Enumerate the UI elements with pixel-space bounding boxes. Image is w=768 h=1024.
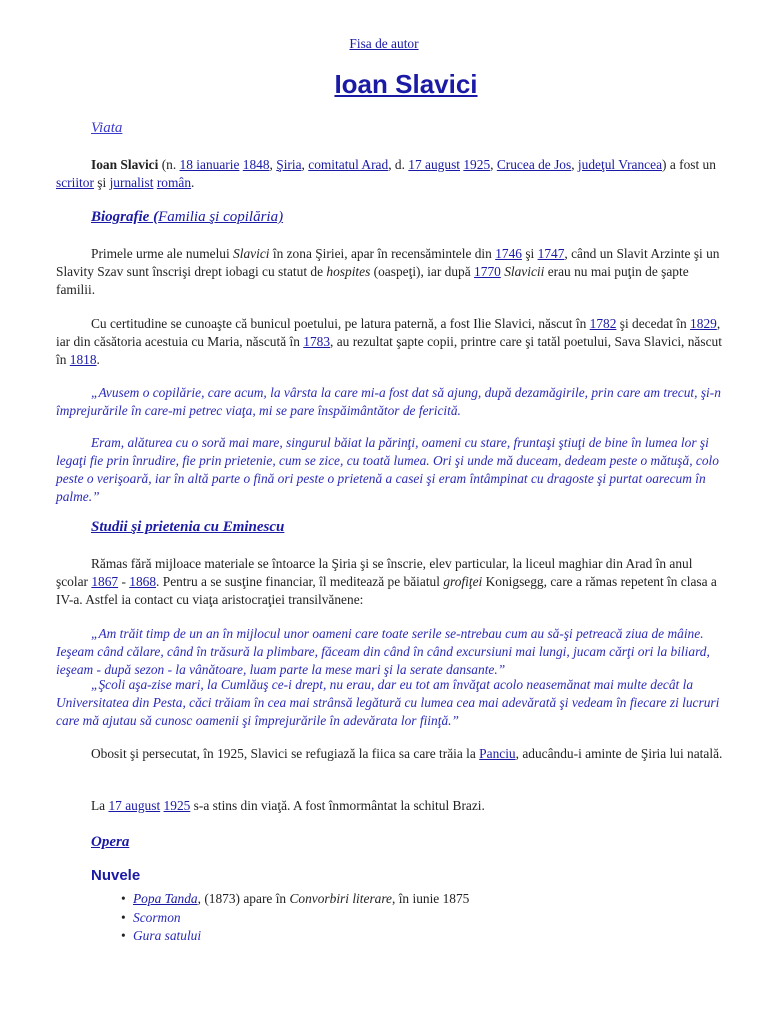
year-link[interactable]: 1746 bbox=[495, 246, 522, 261]
text: . bbox=[96, 352, 100, 367]
author-sheet-link[interactable]: Fisa de autor bbox=[349, 36, 419, 51]
birth-day-link[interactable]: 18 ianuarie bbox=[179, 157, 240, 172]
text: , în iunie 1875 bbox=[392, 891, 470, 906]
year-link[interactable]: 1770 bbox=[474, 264, 501, 279]
page-title: Ioan Slavici bbox=[334, 69, 478, 99]
nuvela-title: Gura satului bbox=[133, 928, 202, 943]
author-name: Ioan Slavici bbox=[91, 157, 159, 172]
death-year-link[interactable]: 1925 bbox=[463, 157, 491, 172]
text: , d. bbox=[388, 157, 409, 172]
list-item bbox=[133, 909, 469, 928]
quote-aristocracy: „Am trăit timp de un an în mijlocul unor oameni care toate serile se-ntrebau cum au să-şi petreacă ziua de mâine. Ieşeam când călare, când în trăsură la plimbare, făceam din când în când excursiuni mai lungi, jucam cărţi ori la biliard, ieşeam - după sezon - la vânătoare, luam parte la mese mari şi la serate dansante.” bbox=[56, 626, 710, 677]
quote-schools: „Şcoli aşa-zise mari, la Cumlăuş ce-i drept, nu erau, dar eu tot am învăţat acolo neasemănat mai multe decât la Universitatea din Pesta, căci trăiam în cea mai strânsă legătură cu lumea cea mai adevărată şi vedeam în fiecare zi lucruri care mă ajutau să cunosc oamenii şi împrejurările în adevărata lor fiinţă.” bbox=[56, 677, 720, 728]
italic-text: Slavici bbox=[233, 246, 270, 261]
text: , când un Slavit Arzinte şi un Slavity Szav sunt înscrişi drept iobagi cu statut de bbox=[56, 246, 720, 279]
comitat-link[interactable]: comitatul Arad bbox=[308, 157, 389, 172]
biography-heading bbox=[91, 208, 283, 226]
death-paragraph bbox=[56, 797, 726, 815]
birth-year-link[interactable]: 1848 bbox=[242, 157, 270, 172]
scriitor-link[interactable]: scriitor bbox=[56, 175, 94, 190]
refuge-paragraph bbox=[56, 745, 726, 763]
text: - bbox=[118, 574, 130, 589]
text: La bbox=[91, 798, 109, 813]
bio-paragraph-1 bbox=[56, 245, 726, 299]
text: erau nu mai puţin de şapte familii. bbox=[56, 264, 689, 297]
text: , au rezultat şapte copii, printre care şi tatăl poetului, Sava Slavici, născut în bbox=[56, 334, 722, 367]
heading-main: Biografie ( bbox=[91, 209, 159, 225]
crucea-link[interactable]: Crucea de Jos bbox=[496, 157, 572, 172]
studies-heading: Studii şi prietenia cu Eminescu bbox=[91, 519, 285, 535]
text: Rămas fără mijloace materiale se întoarce la Şiria şi se înscrie, elev particular, la liceul maghiar din Arad în anul şcolar bbox=[56, 556, 693, 589]
text: (oaspeţi), iar după bbox=[370, 264, 475, 279]
popa-tanda-link[interactable]: Popa Tanda bbox=[133, 891, 198, 906]
judet-link[interactable]: judeţul Vrancea bbox=[577, 157, 663, 172]
text: şi decedat în bbox=[616, 316, 691, 331]
text: Primele urme ale numelui bbox=[91, 246, 234, 261]
quote-childhood-2: Eram, alăturea cu o soră mai mare, singurul băiat la părinţi, oameni cu stare, fruntaşi ştiuţi de bine în lumea lor şi legaţi fie prin înrudire, fie prin prietenie, cum se zice, cu toată lumea. Ori şi unde mă duceam, dedeam peste o mătuşă, colo peste o verişoară, iar în altă parte o fină ori peste o prietenă a casei şi eram întâmpinat cu dragoste şi purtat oarecum în palme.” bbox=[56, 435, 719, 504]
list-item bbox=[133, 890, 469, 909]
nuvele-list bbox=[133, 890, 469, 946]
text: Konigsegg, care a rămas repetent în clasa a IV-a. Astfel ia contact cu viaţa aristocraţiei transilvănene: bbox=[56, 574, 717, 607]
text: Cu certitudine se cunoaşte că bunicul poetului, pe latura paternă, a fost Ilie Slavici, născut în bbox=[91, 316, 590, 331]
text: şi bbox=[93, 175, 110, 190]
year-link[interactable]: 1782 bbox=[589, 316, 617, 331]
text: şi bbox=[521, 246, 538, 261]
italic-text: Slavicii bbox=[504, 264, 545, 279]
text: (n. bbox=[158, 157, 180, 172]
italic-text: Convorbiri literare bbox=[289, 891, 393, 906]
heading-sub: Familia şi copilăria) bbox=[158, 209, 284, 225]
text: s-a stins din viaţă. A fost înmormântat la schitul Brazi. bbox=[190, 798, 485, 813]
list-item bbox=[133, 927, 469, 946]
viata-heading: Viata bbox=[91, 120, 123, 136]
nuvela-title: Scormon bbox=[133, 909, 181, 925]
siria-link[interactable]: Şiria bbox=[276, 157, 302, 172]
intro-paragraph: Ioan Slavici (n. 18 ianuarie 1848, Şiria, comitatul Arad, d. 17 august 1925, Crucea de Jos, judeţul Vrancea) a fost un scriitor şi jurnalist român. bbox=[56, 157, 716, 190]
text: , iar din căsătoria acestuia cu Maria, născută în bbox=[56, 316, 721, 349]
year-link[interactable]: 1829 bbox=[690, 316, 717, 331]
text: Obosit şi persecutat, în 1925, Slavici se refugiază la fiica sa care trăia la bbox=[91, 746, 480, 761]
year-link[interactable]: 1783 bbox=[303, 334, 331, 349]
quote-childhood-1: „Avusem o copilărie, care acum, la vârsta la care mi-a fost dat să ajung, după dezamăgirile, prin care am trecut, şi-n împrejurările în care-mi petrec viaţa, mi se pare înspăimântător de fericită. bbox=[56, 385, 721, 418]
italic-text: hospites bbox=[326, 264, 371, 279]
text: . Pentru a se susţine financiar, îl meditează pe băiatul bbox=[156, 574, 444, 589]
bio-paragraph-2 bbox=[56, 315, 726, 369]
panciu-link[interactable]: Panciu bbox=[479, 746, 516, 761]
death-year-link[interactable]: 1925 bbox=[163, 798, 191, 813]
death-day-link[interactable]: 17 august bbox=[408, 157, 460, 172]
text: în zona Şiriei, apar în recensămintele din bbox=[269, 246, 496, 261]
text: . bbox=[191, 175, 195, 190]
italic-text: grofiţei bbox=[443, 574, 483, 589]
nuvele-heading: Nuvele bbox=[91, 867, 141, 884]
year-link[interactable]: 1818 bbox=[69, 352, 97, 367]
text: , aducându-i aminte de Şiria lui natală. bbox=[515, 746, 723, 761]
roman-link[interactable]: român bbox=[156, 175, 192, 190]
year-link[interactable]: 1868 bbox=[129, 574, 157, 589]
death-day-link[interactable]: 17 august bbox=[108, 798, 161, 813]
text: , (1873) apare în bbox=[197, 891, 290, 906]
text: ) a fost un bbox=[662, 157, 716, 172]
year-link[interactable]: 1867 bbox=[91, 574, 119, 589]
studies-paragraph bbox=[56, 555, 726, 609]
opera-heading: Opera bbox=[91, 834, 130, 850]
jurnalist-link[interactable]: jurnalist bbox=[109, 175, 154, 190]
year-link[interactable]: 1747 bbox=[537, 246, 565, 261]
